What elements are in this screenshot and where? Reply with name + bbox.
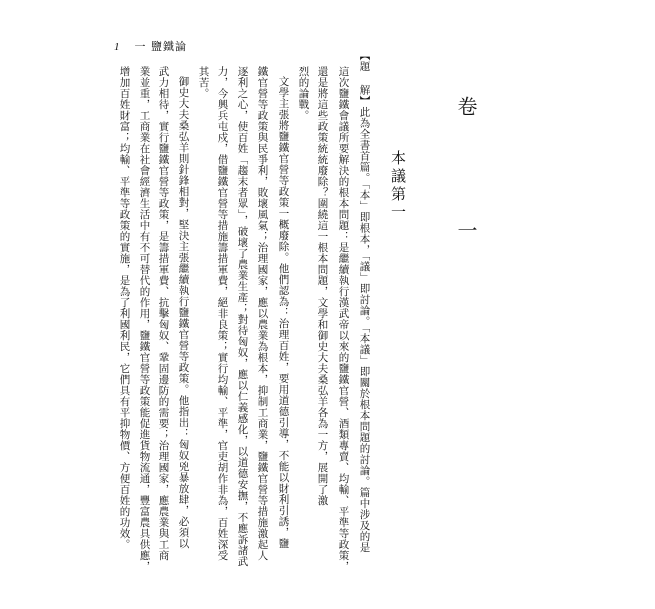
page-header: [114, 38, 187, 54]
text-column: 烈的論戰。: [297, 66, 310, 121]
text-column: 文學主張將鹽鐵官營等政策一概廢除。他們認為：治理百姓，要用道德引導，不能以財利引誘，鹽: [277, 76, 290, 549]
text-column: 力，今興兵屯戍，借鹽鐵官營等措施籌措軍費，絕非良策；實行均輸、平準，官吏胡作非為，百姓深受: [216, 66, 229, 561]
text-column: 鐵官營等政策與民爭利，敗壞風氣；治理國家，應以農業為根本，抑制工商業，鹽鐵官營等措施激起人: [256, 66, 269, 561]
text-column: 這次鹽鐵會議所要解決的根本問題：是繼續執行漢武帝以來的鹽鐵官營、酒類專賣、均輸、平準等政策，: [337, 66, 350, 572]
text-column: 其苦。: [197, 66, 210, 99]
text-column: 增加百姓財富；均輸、平準等政策的實施，是為了利國利民，它們具有平抑物價、方便百姓的功效。: [118, 66, 131, 550]
chapter-title: 本議第一: [389, 150, 407, 222]
running-title: 一 鹽鐵論: [134, 40, 187, 53]
text-column: 【題 解】此為全書首篇。「本」即根本，「議」即討論。「本議」即關於根本問題的討論。篇中涉及的是: [358, 50, 371, 553]
page-number: 1: [114, 41, 121, 53]
text-column: 還是將這些政策統統廢除？圍繞這一根本問題，文學和御史大夫桑弘羊各為一方，展開了激: [316, 66, 329, 506]
text-column: 業並重，工商業在社會經濟生活中有不可替代的作用，鹽鐵官營等政策能促進貨物流通，豐富農具供應，: [138, 66, 151, 572]
volume-title: 卷 一: [454, 96, 478, 280]
text-column: 逐利之心，使百姓「趨末者眾」，破壞了農業生產；對待匈奴，應以仁義感化，以道德安撫，不應訴諸武: [236, 66, 249, 567]
text-column: 御史大夫桑弘羊則針鋒相對，堅決主張繼續執行鹽鐵官營等政策。他指出：匈奴兇暴放肆，必須以: [177, 76, 190, 549]
text-column: 武力相待，實行鹽鐵官營等政策，是籌措軍費、抗擊匈奴、鞏固邊防的需要；治理國家，應農業與工商: [157, 66, 170, 561]
